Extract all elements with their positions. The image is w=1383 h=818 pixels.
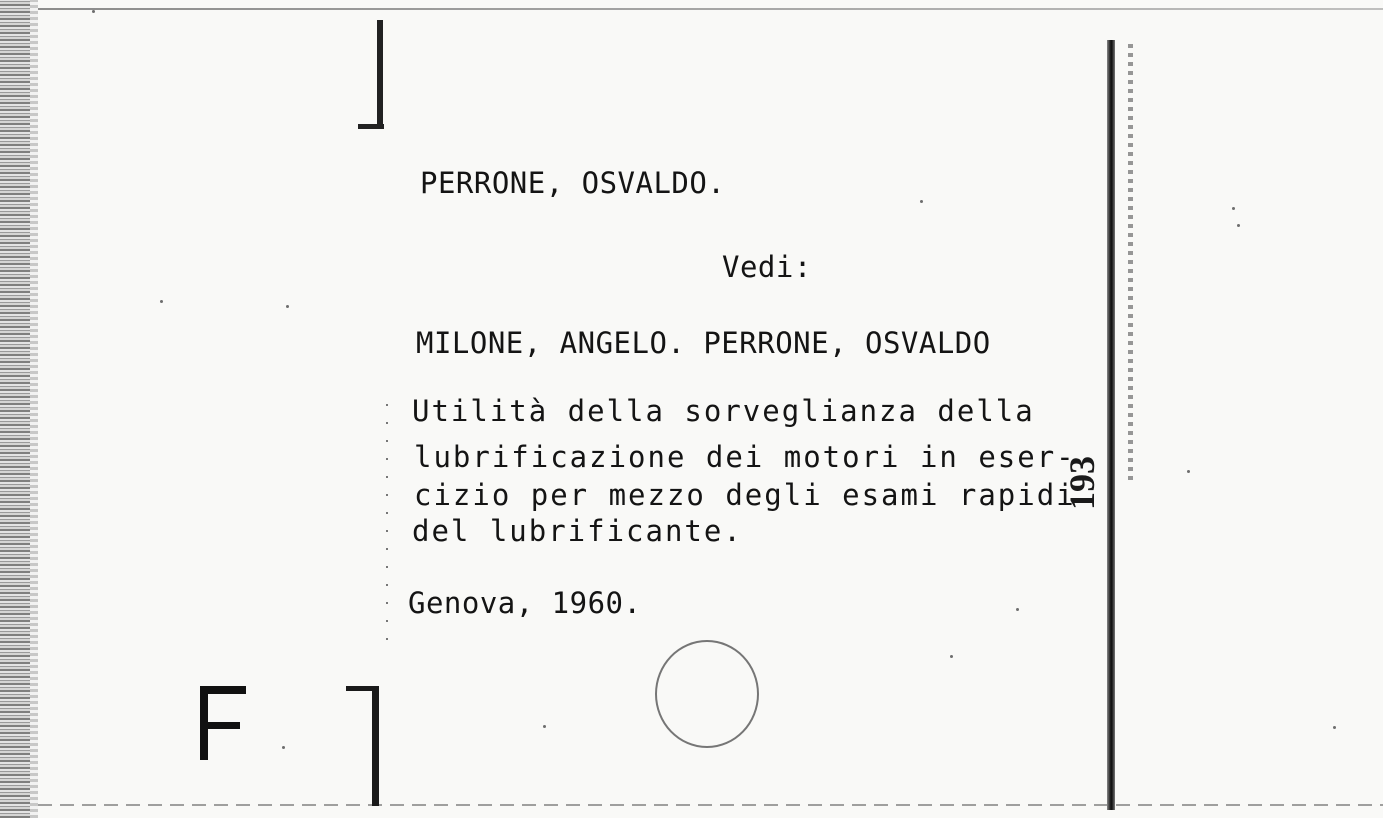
- shelf-number: 193: [1062, 456, 1102, 510]
- card-heading: PERRONE, OSVALDO.: [420, 166, 726, 200]
- imprint: Genova, 1960.: [408, 586, 642, 620]
- dust-speck: [543, 725, 546, 728]
- dust-speck: [1237, 224, 1240, 227]
- dust-speck: [1016, 608, 1019, 611]
- dust-speck: [1333, 726, 1336, 729]
- top-bracket-foot: [358, 124, 384, 129]
- bottom-bracket-top: [346, 686, 378, 691]
- right-margin-dashes: [1128, 40, 1133, 480]
- dust-speck: [1232, 207, 1235, 210]
- left-margin-dots: [386, 400, 388, 640]
- title-line: lubrificazione dei motori in eser-: [414, 440, 1076, 474]
- top-bracket-mark: [377, 20, 383, 128]
- dust-speck: [92, 10, 95, 13]
- bottom-bracket-mark: [372, 686, 379, 806]
- see-label: Vedi:: [722, 250, 812, 284]
- dust-speck: [282, 746, 285, 749]
- see-reference: MILONE, ANGELO. PERRONE, OSVALDO: [416, 326, 991, 360]
- section-letter-f: [198, 684, 250, 762]
- scan-edge-left: [0, 0, 30, 818]
- scan-edge-left-inner: [30, 0, 38, 818]
- dust-speck: [950, 655, 953, 658]
- dust-speck: [160, 300, 163, 303]
- punch-hole: [655, 640, 759, 748]
- card-top-border: [38, 8, 1383, 10]
- title-line: Utilità della sorveglianza della: [412, 394, 1035, 428]
- dust-speck: [1187, 470, 1190, 473]
- dust-speck: [920, 200, 923, 203]
- title-line: del lubrificante.: [412, 514, 743, 548]
- dust-speck: [286, 305, 289, 308]
- right-margin-rule: [1107, 40, 1115, 810]
- card-bottom-border: [38, 804, 1383, 806]
- title-line: cizio per mezzo degli esami rapidi: [414, 478, 1076, 512]
